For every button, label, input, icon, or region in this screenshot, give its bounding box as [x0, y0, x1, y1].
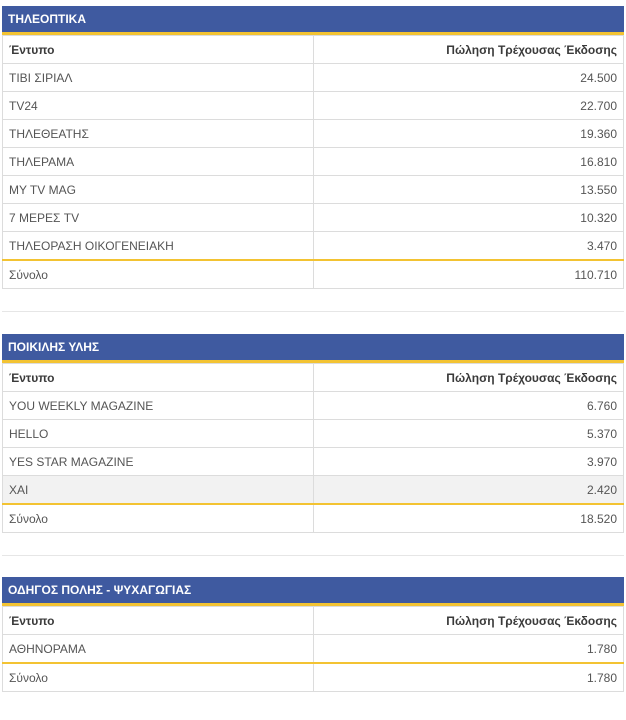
- sales-table: [2, 35, 624, 289]
- column-header-sales: Πώληση Τρέχουσας Έκδοσης: [314, 607, 624, 635]
- column-header-publication: Έντυπο: [3, 36, 314, 64]
- sales-value: 10.320: [314, 204, 624, 232]
- sales-value: 13.550: [314, 176, 624, 204]
- section-odigos-polis: [2, 577, 624, 692]
- publication-name: HELLO: [3, 420, 314, 448]
- column-header-sales: Πώληση Τρέχουσας Έκδοσης: [314, 364, 624, 392]
- total-row: [3, 504, 624, 533]
- column-header-sales: Πώληση Τρέχουσας Έκδοσης: [314, 36, 624, 64]
- publication-name: YES STAR MAGAZINE: [3, 448, 314, 476]
- column-header-publication: Έντυπο: [3, 364, 314, 392]
- total-row: [3, 663, 624, 692]
- section-divider: [2, 311, 624, 312]
- total-label: Σύνολο: [3, 663, 314, 692]
- sales-value: 19.360: [314, 120, 624, 148]
- sales-value: 3.970: [314, 448, 624, 476]
- total-row: [3, 260, 624, 289]
- total-label: Σύνολο: [3, 504, 314, 533]
- table-row: [3, 92, 624, 120]
- table-row: [3, 476, 624, 505]
- section-title: ΤΗΛΕΟΠΤΙΚΑ: [2, 6, 624, 35]
- sales-table: [2, 606, 624, 692]
- sales-value: 24.500: [314, 64, 624, 92]
- total-value: 110.710: [314, 260, 624, 289]
- table-row: [3, 120, 624, 148]
- publication-name: ΤΗΛΕΟΡΑΣΗ ΟΙΚΟΓΕΝΕΙΑΚΗ: [3, 232, 314, 261]
- publication-name: ΧΑΙ: [3, 476, 314, 505]
- section-title: ΟΔΗΓΟΣ ΠΟΛΗΣ - ΨΥΧΑΓΩΓΙΑΣ: [2, 577, 624, 606]
- table-row: [3, 64, 624, 92]
- table-row: [3, 204, 624, 232]
- table-row: [3, 176, 624, 204]
- table-row: [3, 635, 624, 664]
- table-row: [3, 148, 624, 176]
- sales-value: 22.700: [314, 92, 624, 120]
- table-row: [3, 448, 624, 476]
- publication-name: ΤΗΛΕΘΕΑΤΗΣ: [3, 120, 314, 148]
- table-header-row: [3, 607, 624, 635]
- publication-name: MY TV MAG: [3, 176, 314, 204]
- publication-name: ΤΗΛΕΡΑΜΑ: [3, 148, 314, 176]
- sales-value: 16.810: [314, 148, 624, 176]
- total-label: Σύνολο: [3, 260, 314, 289]
- sales-value: 3.470: [314, 232, 624, 261]
- sales-value: 5.370: [314, 420, 624, 448]
- sales-value: 6.760: [314, 392, 624, 420]
- section-poikilis-ylis: [2, 334, 624, 533]
- publication-name: ΤΙΒΙ ΣΙΡΙΑΛ: [3, 64, 314, 92]
- table-header-row: [3, 36, 624, 64]
- column-header-publication: Έντυπο: [3, 607, 314, 635]
- sales-value: 1.780: [314, 635, 624, 664]
- table-row: [3, 392, 624, 420]
- publication-name: TV24: [3, 92, 314, 120]
- sales-value: 2.420: [314, 476, 624, 505]
- total-value: 18.520: [314, 504, 624, 533]
- table-row: [3, 232, 624, 261]
- sales-table: [2, 363, 624, 533]
- publication-name: YOU WEEKLY MAGAZINE: [3, 392, 314, 420]
- publication-name: ΑΘΗΝΟΡΑΜΑ: [3, 635, 314, 664]
- total-value: 1.780: [314, 663, 624, 692]
- section-title: ΠΟΙΚΙΛΗΣ ΥΛΗΣ: [2, 334, 624, 363]
- table-header-row: [3, 364, 624, 392]
- publication-name: 7 ΜΕΡΕΣ TV: [3, 204, 314, 232]
- section-tileoptika: [2, 6, 624, 289]
- table-row: [3, 420, 624, 448]
- section-divider: [2, 555, 624, 556]
